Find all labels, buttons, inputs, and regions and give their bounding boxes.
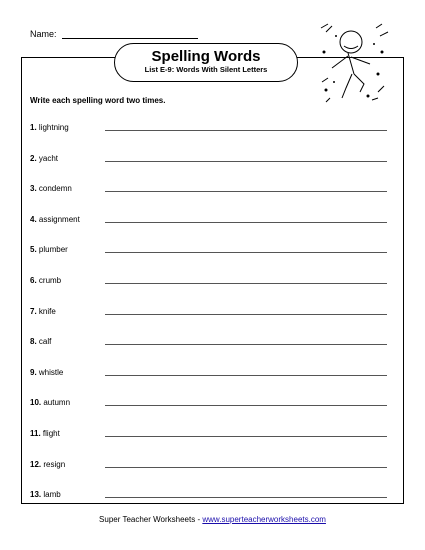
write-line-first[interactable] (105, 161, 269, 162)
word-row (30, 276, 390, 290)
spelling-word: lightning (38, 123, 69, 132)
word-row (30, 368, 390, 382)
write-line-second[interactable] (253, 252, 387, 253)
word-label (30, 215, 80, 224)
word-number: 5. (30, 245, 37, 255)
word-row (30, 154, 390, 168)
write-line-first[interactable] (105, 405, 269, 406)
word-row (30, 460, 390, 474)
word-number: 10. (30, 398, 42, 408)
word-number: 8. (30, 337, 37, 347)
name-label: Name: (30, 29, 57, 39)
word-row (30, 215, 390, 229)
word-label (30, 429, 60, 438)
word-number: 13. (30, 490, 42, 500)
write-line-first[interactable] (105, 130, 269, 131)
write-line-first[interactable] (105, 467, 269, 468)
spelling-word: calf (38, 337, 52, 347)
word-row (30, 307, 390, 321)
write-line-first[interactable] (105, 375, 269, 376)
word-label (30, 307, 56, 316)
jumping-kid-illustration (318, 22, 390, 104)
word-number: 12. (30, 459, 42, 469)
write-line-first[interactable] (105, 283, 269, 284)
write-line-second[interactable] (253, 130, 387, 131)
write-line-first[interactable] (105, 191, 269, 192)
word-label (30, 184, 72, 193)
word-row (30, 245, 390, 259)
word-label (30, 460, 65, 469)
write-line-second[interactable] (253, 314, 387, 315)
write-line-first[interactable] (105, 436, 269, 437)
word-label (30, 245, 68, 254)
page-title: Spelling Words (151, 48, 261, 65)
word-row (30, 398, 390, 412)
word-number: 3. (30, 184, 37, 194)
name-input-line[interactable] (62, 38, 198, 39)
write-line-second[interactable] (253, 405, 387, 406)
spelling-word: plumber (38, 245, 68, 255)
write-line-second[interactable] (253, 161, 387, 162)
write-line-second[interactable] (253, 467, 387, 468)
write-line-second[interactable] (253, 344, 387, 345)
word-number: 9. (30, 367, 37, 377)
write-line-first[interactable] (105, 497, 269, 498)
title-box (114, 43, 298, 82)
instructions: Write each spelling word two times. (30, 96, 166, 105)
spelling-word: resign (43, 459, 66, 469)
write-line-second[interactable] (253, 497, 387, 498)
word-row (30, 184, 390, 198)
page-subtitle: List E-9: Words With Silent Letters (144, 65, 268, 74)
word-number: 4. (30, 214, 37, 224)
write-line-first[interactable] (105, 252, 269, 253)
write-line-first[interactable] (105, 222, 269, 223)
spelling-word: crumb (38, 276, 62, 285)
write-line-first[interactable] (105, 314, 269, 315)
word-row (30, 337, 390, 351)
spelling-word: whistle (38, 367, 64, 377)
spelling-word: flight (42, 429, 60, 438)
write-line-second[interactable] (253, 222, 387, 223)
write-line-second[interactable] (253, 436, 387, 437)
footer-text: Super Teacher Worksheets - (99, 515, 203, 524)
word-label (30, 490, 61, 499)
word-label (30, 276, 61, 285)
word-label (30, 154, 58, 163)
word-row (30, 123, 390, 137)
spelling-word: autumn (43, 398, 71, 408)
word-number: 11. (30, 429, 41, 438)
spelling-word: assignment (38, 214, 80, 224)
word-number: 1. (30, 123, 37, 132)
word-label (30, 398, 70, 407)
write-line-second[interactable] (253, 191, 387, 192)
spelling-word: lamb (43, 490, 61, 500)
word-number: 7. (30, 306, 37, 316)
word-label (30, 337, 51, 346)
spelling-word: condemn (38, 184, 72, 194)
word-row (30, 429, 390, 443)
word-number: 6. (30, 276, 37, 285)
spelling-word: yacht (38, 153, 59, 163)
write-line-second[interactable] (253, 375, 387, 376)
write-line-second[interactable] (253, 283, 387, 284)
spelling-word: knife (38, 306, 56, 316)
word-label (30, 123, 69, 132)
word-number: 2. (30, 153, 37, 163)
word-row (30, 490, 390, 504)
footer-link[interactable]: www.superteacherworksheets.com (202, 515, 326, 524)
word-label (30, 368, 63, 377)
footer (0, 515, 425, 524)
write-line-first[interactable] (105, 344, 269, 345)
